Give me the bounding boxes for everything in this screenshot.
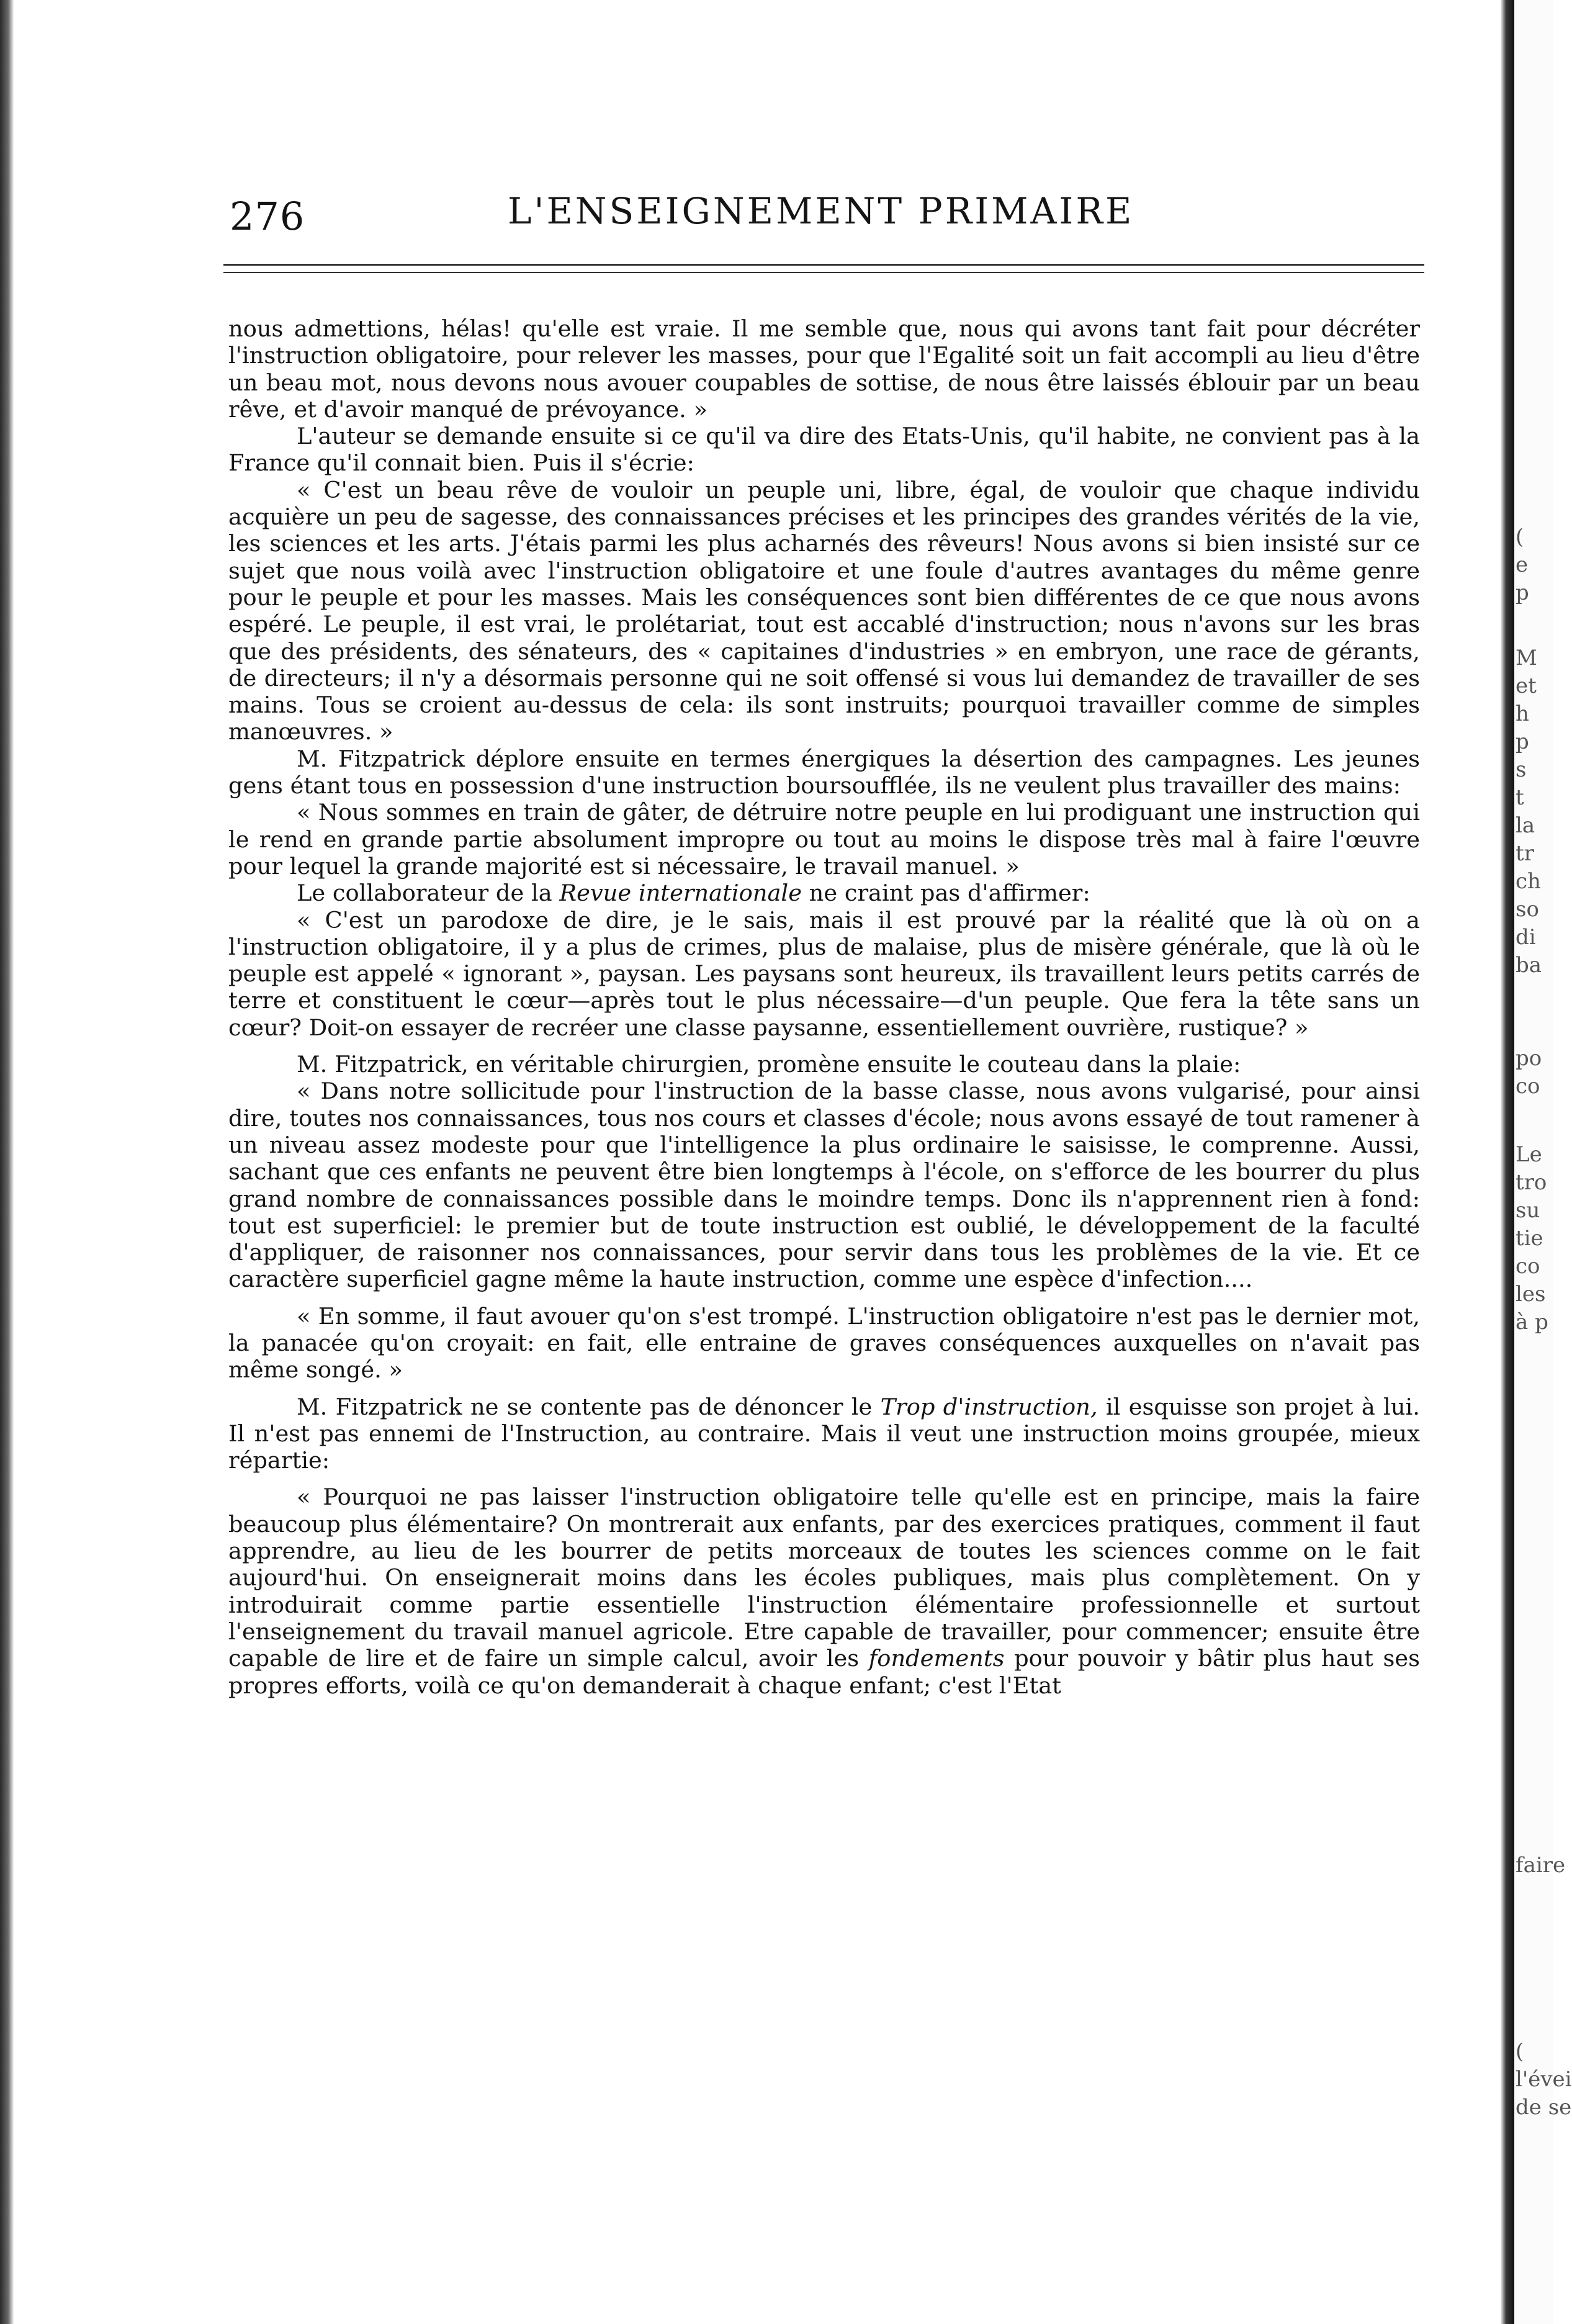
paragraph: L'auteur se demande ensuite si ce qu'il va dire des Etats-Unis, qu'il habite, ne convient pas à la France qu'il connait bien. Puis il s'écrie: bbox=[228, 423, 1420, 477]
next-page-fragment: po bbox=[1516, 1046, 1542, 1071]
paragraph bbox=[228, 880, 1420, 906]
paragraph-text: ne craint pas d'affirmer: bbox=[801, 880, 1090, 907]
paragraph: « C'est un parodoxe de dire, je le sais, mais il est prouvé par la réalité que là où on a l'instruction obligatoire, il y a plus de crimes, plus de malaise, plus de misère générale, que là où le peuple est appelé « ignorant », paysan. Les paysans sont heureux, ils travaillent leurs petits carrés de terre et constituent le cœur—après tout le plus nécessaire—d'un peuple. Que fera la tête sans un cœur? Doit-on essayer de recréer une classe paysanne, essentiellement ouvrière, rustique? » bbox=[228, 906, 1420, 1041]
running-title: L'ENSEIGNEMENT PRIMAIRE bbox=[508, 190, 1134, 232]
paragraph-text: Le collaborateur de la bbox=[297, 880, 560, 907]
next-page-fragment: ba bbox=[1516, 953, 1542, 978]
next-page-fragment: de se bbox=[1516, 2095, 1572, 2120]
next-page-fragment: di bbox=[1516, 925, 1536, 950]
header-rule-top bbox=[223, 264, 1424, 266]
next-page-fragment: Le bbox=[1516, 1142, 1542, 1167]
next-page-fragment: l'évei bbox=[1516, 2067, 1572, 2092]
next-page-fragment: p bbox=[1516, 729, 1529, 754]
next-page-fragment: et bbox=[1516, 673, 1537, 698]
next-page-fragment: M bbox=[1516, 646, 1537, 670]
next-page-fragment: so bbox=[1516, 897, 1539, 922]
next-page-fragment: e bbox=[1516, 552, 1529, 577]
page-header bbox=[223, 180, 1465, 242]
next-page-fragment: tro bbox=[1516, 1170, 1547, 1195]
paragraph-text: M. Fitzpatrick ne se contente pas de dénoncer le bbox=[297, 1393, 881, 1420]
article-body bbox=[228, 315, 1420, 1699]
paragraph: « Dans notre sollicitude pour l'instruction de la basse classe, nous avons vulgarisé, pour ainsi dire, toutes nos connaissances, tous nos cours et classes d'école; nous avons essayé de tout ramener à un niveau assez modeste pour que l'intelligence la plus ordinaire le saisisse, le comprenne. Aussi, sachant que ces enfants ne peuvent être bien longtemps à l'école, on s'efforce de les bourrer du plus grand nombre de connaissances possible dans le moindre temps. Donc ils n'apprennent rien à fond: tout est superficiel: le premier but de toute instruction est oublié, le développement de la faculté d'appliquer, de raisonner nos connaissances, pour servir dans tous les problèmes de la vie. Et ce caractère superficiel gagne même la haute instruction, comme une espèce d'infection.... bbox=[228, 1078, 1420, 1293]
next-page-edge bbox=[1514, 0, 1572, 2324]
paragraph: M. Fitzpatrick, en véritable chirurgien, promène ensuite le couteau dans la plaie: bbox=[297, 1051, 1241, 1078]
next-page-fragment: co bbox=[1516, 1074, 1540, 1099]
paragraph-text: « Pourquoi ne pas laisser l'instruction obligatoire telle qu'elle est en principe, mais la faire beaucoup plus élémentaire? On montrerait aux enfants, par des exercices pratiques, comment il faut apprendre, au lieu de les bourrer de petits morceaux de toutes les sciences comme on le fait aujourd'hui. On enseignerait moins dans les écoles publiques, mais plus complètement. On y introduirait comme partie essentielle l'instruction élémentaire professionnelle et surtout l'enseignement du travail manuel agricole. Etre capable de travailler, pour commencer; ensuite être capable de lire et de faire un simple calcul, avoir les bbox=[228, 1484, 1420, 1672]
next-page-fragment: su bbox=[1516, 1198, 1540, 1223]
emphasis-text: fondements bbox=[868, 1645, 1005, 1672]
next-page-fragment: tie bbox=[1516, 1226, 1543, 1251]
paragraph: M. Fitzpatrick déplore ensuite en termes énergiques la désertion des campagnes. Les jeunes gens étant tous en possession d'une instruction boursoufflée, ils ne veulent plus travailler des mains: bbox=[228, 745, 1420, 799]
paragraph bbox=[228, 1394, 1420, 1474]
paragraph: « En somme, il faut avouer qu'on s'est trompé. L'instruction obligatoire n'est pas le dernier mot, la panacée qu'on croyait: en fait, elle entraine de graves conséquences auxquelles on n'avait pas même songé. » bbox=[228, 1302, 1420, 1384]
book-title: Trop d'instruction, bbox=[880, 1393, 1098, 1420]
next-page-fragment: les bbox=[1516, 1282, 1546, 1307]
next-page-fragment: ( bbox=[1516, 2039, 1524, 2064]
paragraph bbox=[228, 1484, 1420, 1698]
next-page-fragment: t bbox=[1516, 785, 1524, 810]
journal-title: Revue internationale bbox=[559, 880, 802, 907]
next-page-fragment: s bbox=[1516, 757, 1527, 782]
scan-gutter-right bbox=[1501, 0, 1514, 2324]
header-rule-bottom bbox=[223, 272, 1424, 273]
scan-border-left bbox=[0, 0, 14, 2324]
next-page-fragment: faire bbox=[1516, 1853, 1566, 1878]
next-page-fragment: la bbox=[1516, 813, 1535, 838]
paragraph: « Nous sommes en train de gâter, de détruire notre peuple en lui prodiguant une instruction qui le rend en grande partie absolument impropre ou tout au moins le dispose très mal à faire l'œuvre pour lequel la grande majorité est si nécessaire, le travail manuel. » bbox=[228, 799, 1420, 880]
paragraph-text: il esquisse son projet à lui. Il n'est pas ennemi de l'Instruction, au contraire. Mais il veut une instruction moins groupée, mieux répartie: bbox=[228, 1393, 1420, 1474]
next-page-fragment: ( bbox=[1516, 525, 1524, 549]
page-number: 276 bbox=[230, 194, 305, 239]
next-page-fragment: co bbox=[1516, 1254, 1540, 1279]
next-page-fragment: ch bbox=[1516, 869, 1541, 894]
next-page-fragment: h bbox=[1516, 701, 1529, 726]
next-page-fragment: à p bbox=[1516, 1310, 1548, 1335]
next-page-fragment: p bbox=[1516, 580, 1529, 605]
paragraph-text: pour pouvoir y bâtir plus haut ses propres efforts, voilà ce qu'on demanderait à chaque enfant; c'est l'Etat bbox=[228, 1645, 1420, 1699]
paragraph: « C'est un beau rêve de vouloir un peuple uni, libre, égal, de vouloir que chaque individu acquière un peu de sagesse, des connaissances précises et les principes des grandes vérités de la vie, les sciences et les arts. J'étais parmi les plus acharnés des rêveurs! Nous avons si bien insisté sur ce sujet que nous voilà avec l'instruction obligatoire et une foule d'autres avantages du même genre pour le peuple et pour les masses. Mais les conséquences sont bien différentes de ce que nous avons espéré. Le peuple, il est vrai, le prolétariat, tout est accablé d'instruction; nous n'avons sur les bras que des présidents, des sénateurs, des « capitaines d'industries » en embryon, une race de gérants, de directeurs; il n'y a désormais personne qui ne soit offensé si vous lui demandez de travailler de ses mains. Tous se croient au-dessus de cela: ils sont instruits; pourquoi travailler comme de simples manœuvres. » bbox=[228, 476, 1420, 745]
next-page-fragment: tr bbox=[1516, 841, 1534, 866]
paragraph: nous admettions, hélas! qu'elle est vraie. Il me semble que, nous qui avons tant fait pour décréter l'instruction obligatoire, pour relever les masses, pour que l'Egalité soit un fait accompli au lieu d'être un beau mot, nous devons nous avouer coupables de sottise, de nous être laissés éblouir par un beau rêve, et d'avoir manqué de prévoyance. » bbox=[228, 315, 1420, 423]
